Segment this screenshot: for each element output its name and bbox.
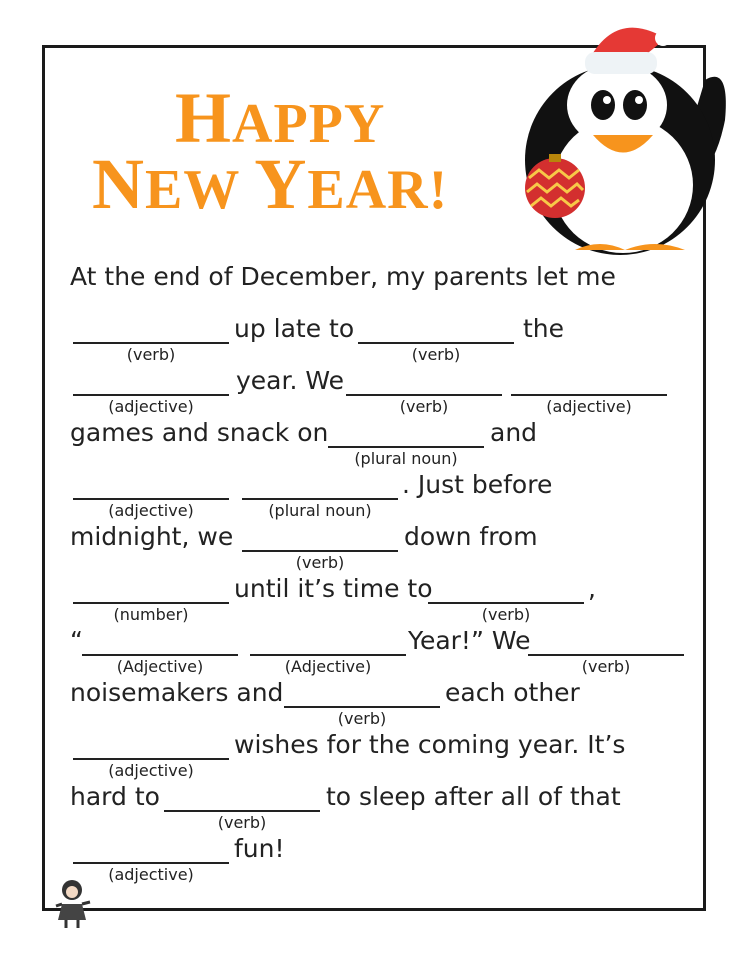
story-line: (adjective) (plural noun) . Just before — [70, 468, 690, 508]
story-line: “ (Adjective) (Adjective) Year!” We (verb) — [70, 624, 690, 664]
story-line: (adjective) wishes for the coming year. It’s — [70, 728, 690, 768]
story-line: midnight, we (verb) down from — [70, 522, 538, 572]
story-line: (adjective) fun! — [70, 832, 690, 872]
verb-blank[interactable]: (verb) — [428, 572, 584, 604]
penguin-icon — [505, 10, 745, 260]
story-line: (adjective) year. We (verb) (adjective) — [70, 364, 690, 404]
adjective-blank[interactable]: (adjective) — [73, 468, 229, 500]
verb-blank[interactable]: (verb) — [358, 312, 514, 344]
verb-blank[interactable]: (verb) — [528, 624, 684, 656]
adjective-blank[interactable]: (adjective) — [73, 728, 229, 760]
story-line: games and snack on (plural noun) and — [70, 418, 538, 468]
adjective-blank[interactable]: (adjective) — [73, 832, 229, 864]
verb-blank[interactable]: (verb) — [73, 312, 229, 344]
adjective-blank[interactable]: (adjective) — [73, 364, 229, 396]
adjective-blank[interactable]: (Adjective) — [250, 624, 406, 656]
verb-blank[interactable]: (verb) — [164, 780, 320, 812]
verb-blank[interactable]: (verb) — [346, 364, 502, 396]
verb-blank[interactable]: (verb) — [284, 676, 440, 708]
number-blank[interactable]: (number) — [73, 572, 229, 604]
story-line: noisemakers and (verb) each other — [70, 678, 580, 728]
adjective-blank[interactable]: (adjective) — [511, 364, 667, 396]
story-line: At the end of December, my parents let me — [70, 262, 616, 291]
plural-noun-blank[interactable]: (plural noun) — [242, 468, 398, 500]
adjective-blank[interactable]: (Adjective) — [82, 624, 238, 656]
title-line-2: NEW YEAR! — [92, 144, 449, 224]
girl-figure-icon — [48, 878, 96, 928]
story-line: hard to (verb) to sleep after all of that — [70, 782, 621, 832]
story-line: (number) until it’s time to (verb) , — [70, 572, 690, 612]
title-line-1: HAPPY — [175, 78, 386, 158]
verb-blank[interactable]: (verb) — [242, 520, 398, 552]
story-line: (verb) up late to (verb) the — [70, 312, 670, 352]
plural-noun-blank[interactable]: (plural noun) — [328, 416, 484, 448]
